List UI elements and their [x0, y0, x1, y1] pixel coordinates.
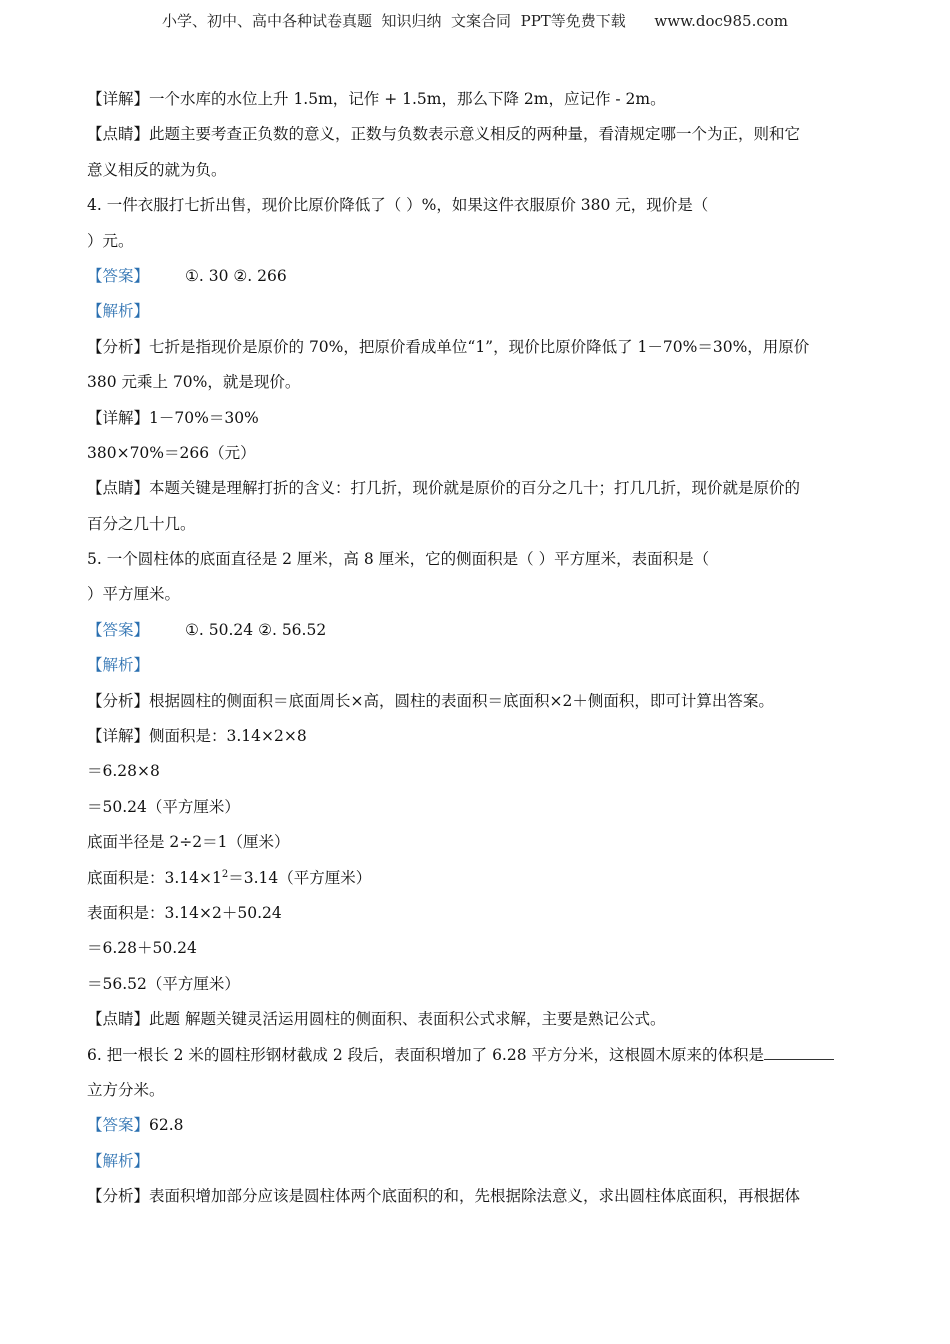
calc-line: [87, 933, 862, 968]
analysis-heading: [87, 1146, 862, 1181]
explanation-line: [87, 1181, 862, 1216]
detail-tag: 【详解】: [87, 727, 150, 746]
line-text: 1－70%＝30%: [149, 408, 259, 427]
calc-line: [87, 863, 862, 898]
explanation-line: [87, 84, 862, 119]
explanation-line: [87, 721, 862, 756]
analysis-tag: 【解析】: [87, 1151, 150, 1170]
question-text: ）平方厘米。: [87, 585, 181, 604]
answer-text: ①. 30 ②. 266: [185, 266, 287, 285]
explanation-line: [87, 155, 862, 190]
question-6: [87, 1040, 862, 1075]
line-text: 此题主要考查正负数的意义，正数与负数表示意义相反的两种量，看清规定哪一个为正，则和它: [149, 125, 801, 144]
answer-tag: 【答案】: [87, 266, 150, 285]
explanation-line: [87, 509, 862, 544]
analysis-heading: [87, 650, 862, 685]
detail-tag: 【详解】: [87, 90, 150, 108]
line-text: 侧面积是：3.14×2×8: [149, 727, 307, 746]
line-text: 百分之几十几。: [87, 514, 196, 533]
question-text: 6. 把一根长 2 米的圆柱形钢材截成 2 段后，表面积增加了 6.28 平方分米，这根圆木原来的体积是: [87, 1045, 765, 1064]
calc-line: [87, 792, 862, 827]
analysis-tag: 【分析】: [87, 691, 150, 710]
line-text: ＝50.24（平方厘米）: [87, 797, 240, 816]
answer-tag: 【答案】: [87, 1116, 150, 1135]
question-text: 4. 一件衣服打七折出售，现价比原价降低了（ ）%，如果这件衣服原价 380 元，现价是（: [87, 196, 709, 215]
calc-line: [87, 898, 862, 933]
analysis-tag: 【分析】: [87, 1187, 150, 1206]
explanation-line: [87, 686, 862, 721]
answer-tag: 【答案】: [87, 620, 150, 639]
question-text: 5. 一个圆柱体的底面直径是 2 厘米，高 8 厘米，它的侧面积是（ ）平方厘米，表面积是（: [87, 550, 710, 569]
question-5: [87, 544, 862, 579]
explanation-line: [87, 1004, 862, 1039]
calc-line: [87, 969, 862, 1004]
calc-line: [87, 827, 862, 862]
question-4-cont: [87, 226, 862, 261]
analysis-tag: 【分析】: [87, 337, 150, 356]
answer-line: [87, 261, 862, 296]
answer-line: [87, 615, 862, 650]
answer-text: 62.8: [149, 1116, 184, 1135]
answer-blank: [764, 1045, 834, 1060]
line-text: 380×70%＝266（元）: [87, 443, 256, 462]
explanation-line: [87, 367, 862, 402]
line-text: 意义相反的就为负。: [87, 160, 227, 179]
line-text: 七折是指现价是原价的 70%，把原价看成单位“1”，现价比原价降低了 1－70%＝30%，用原价: [149, 337, 810, 356]
detail-tag: 【详解】: [87, 408, 150, 427]
question-5-cont: [87, 579, 862, 614]
line-text: ＝6.28×8: [87, 762, 160, 781]
line-text: ＝56.52（平方厘米）: [87, 974, 240, 993]
analysis-tag: 【解析】: [87, 656, 150, 675]
explanation-line: [87, 473, 862, 508]
line-text: 此题 解题关键灵活运用圆柱的侧面积、表面积公式求解，主要是熟记公式。: [149, 1010, 666, 1029]
line-text: 底面积是：3.14×1: [87, 868, 222, 887]
answer-text: ①. 50.24 ②. 56.52: [185, 620, 327, 639]
line-text: ＝3.14（平方厘米）: [228, 868, 372, 887]
line-text: 根据圆柱的侧面积＝底面周长×高，圆柱的表面积＝底面积×2＋侧面积，即可计算出答案。: [149, 691, 774, 710]
question-text: ）元。: [87, 231, 134, 250]
comment-tag: 【点睛】: [87, 125, 150, 144]
line-text: ＝6.28＋50.24: [87, 939, 197, 958]
calc-line: [87, 756, 862, 791]
line-text: 380 元乘上 70%，就是现价。: [87, 373, 301, 392]
answer-line: [87, 1110, 862, 1145]
line-text: 表面积是：3.14×2＋50.24: [87, 903, 282, 922]
comment-tag: 【点睛】: [87, 1010, 150, 1029]
page-header: 小学、初中、高中各种试卷真题 知识归纳 文案合同 PPT等免费下载 www.doc985.com: [161, 12, 788, 30]
exponent: 2: [221, 868, 229, 880]
explanation-line: [87, 332, 862, 367]
explanation-line: [87, 403, 862, 438]
document-body: [87, 84, 862, 1217]
question-6-cont: [87, 1075, 862, 1110]
explanation-line: [87, 438, 862, 473]
comment-tag: 【点睛】: [87, 479, 150, 498]
line-text: 一个水库的水位上升 1.5m，记作 + 1.5m，那么下降 2m，应记作 - 2m。: [149, 90, 666, 108]
question-4: [87, 190, 862, 225]
analysis-heading: [87, 296, 862, 331]
question-text: 立方分米。: [87, 1080, 165, 1099]
line-text: 本题关键是理解打折的含义：打几折，现价就是原价的百分之几十；打几几折，现价就是原价的: [149, 479, 801, 498]
line-text: 表面积增加部分应该是圆柱体两个底面积的和，先根据除法意义，求出圆柱体底面积，再根据体: [149, 1187, 801, 1206]
analysis-tag: 【解析】: [87, 302, 150, 321]
line-text: 底面半径是 2÷2＝1（厘米）: [87, 833, 290, 852]
explanation-line: [87, 119, 862, 154]
